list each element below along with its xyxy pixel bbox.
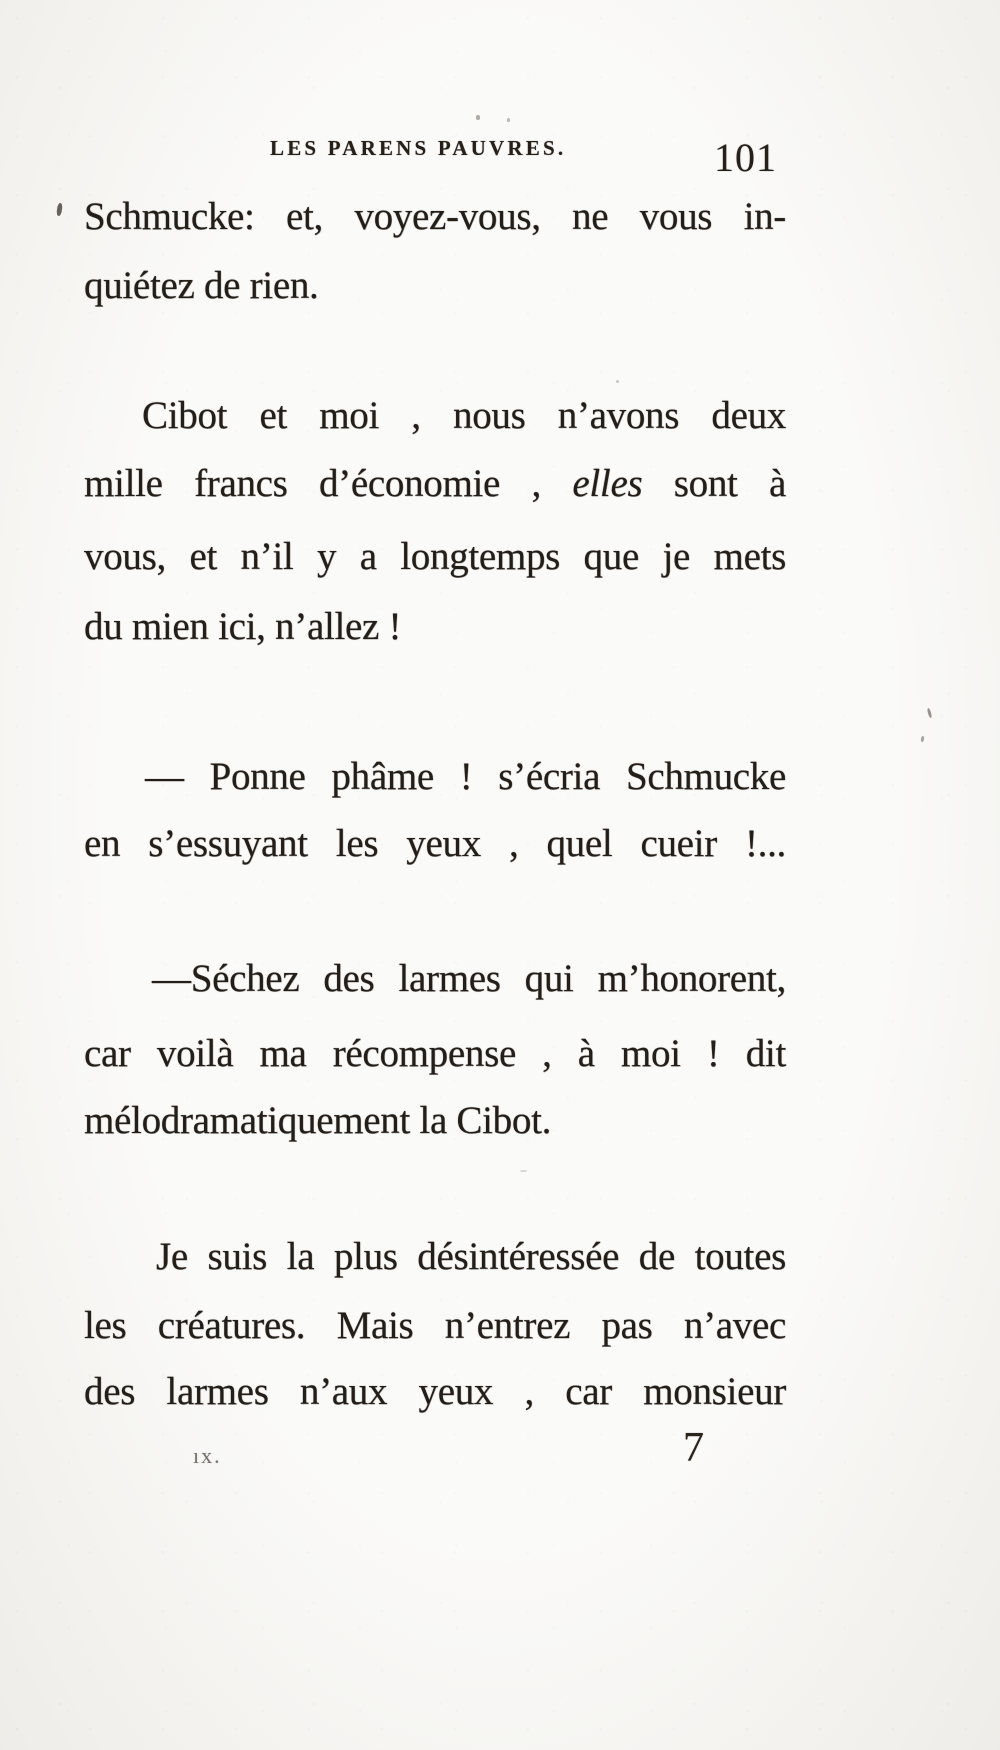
body-line-p3-l1: — Ponne phâme ! s’écria Schmucke (145, 755, 786, 798)
body-line-p2-l1: Cibot et moi , nous n’avons deux (142, 394, 786, 437)
body-line-p2-l2 (84, 459, 786, 509)
body-line-p2-l2-segment-end: sont à (673, 462, 786, 505)
ink-speck (507, 118, 510, 122)
ink-speck (921, 736, 925, 742)
body-line-p4-l3: mélodramatiquement la Cibot. (84, 1099, 552, 1142)
body-line-p4-l2: car voilà ma récompense , à moi ! dit (84, 1032, 786, 1075)
header-page-number: 101 (714, 135, 777, 180)
running-header-title: LES PARENS PAUVRES. (270, 136, 567, 160)
ink-speck (56, 203, 63, 217)
body-line-p1-l1: Schmucke: et, voyez-vous, ne vous in- (84, 195, 786, 238)
ink-speck (520, 1170, 527, 1172)
ink-speck (927, 708, 933, 718)
body-line-p1-l2: quiétez de rien. (84, 264, 319, 307)
body-line-p4-l1: —Séchez des larmes qui m’honorent, (152, 957, 786, 1000)
body-line-p2-l2-italic-word: elles (572, 462, 643, 505)
body-line-p5-l2: les créatures. Mais n’entrez pas n’avec (84, 1304, 786, 1347)
body-line-p3-l2: en s’essuyant les yeux , quel cueir !... (84, 822, 786, 865)
body-line-p2-l4: du mien ici, n’allez ! (84, 605, 402, 648)
body-line-p2-l3: vous, et n’il y a longtemps que je mets (84, 535, 786, 578)
footer-page-number: 7 (683, 1425, 704, 1471)
body-line-p5-l3: des larmes n’aux yeux , car monsieur (84, 1370, 786, 1413)
body-line-p5-l1: Je suis la plus désintéressée de toutes (156, 1235, 786, 1278)
ink-speck (616, 380, 619, 383)
ink-speck (476, 115, 480, 120)
body-line-p2-l2-segment: mille francs d’économie , (84, 462, 541, 505)
printers-signature-mark: ıx. (193, 1443, 222, 1468)
